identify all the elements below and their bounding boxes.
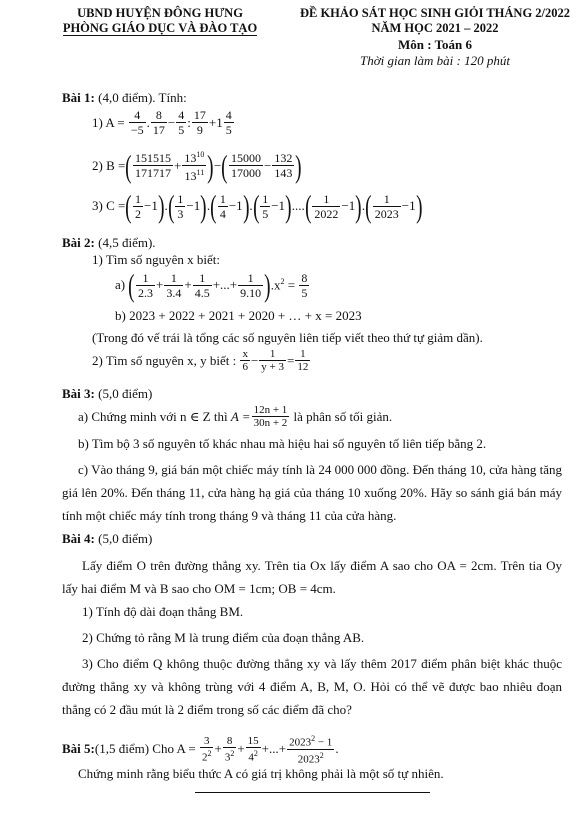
problem-1-part-2: 2) B = ( $\frac{151515}{171717}$ + $\frac{13^{10}}{13^{11}}$ ) − ( $\frac{15000}{17000}$ − $\frac{132}{143}$ ) [92,147,302,184]
problem-3-part-b: b) Tìm bộ 3 số nguyên tố khác nhau mà hiệu hai số nguyên tố liên tiếp bằng 2. [78,436,487,451]
problem-1-part-1: 1) A = $\frac{4}{-5}$ . $\frac{8}{17}$ − $\frac{4}{5}$ : $\frac{17}{9}$ +1 $\frac{4}{5}$ [92,108,232,137]
subject: Môn : Toán 6 [397,37,473,52]
problem-3-heading: Bài 3: (5,0 điểm) [62,386,153,401]
problem-4-intro: Lấy điểm O trên đường thẳng xy. Trên tia Ox lấy điểm A sao cho OA = 2cm. Trên tia Oy lấy hai điểm M và B sao cho OM = 1cm; OB = 4cm. [62,558,562,596]
duration: Thời gian làm bài : 120 phút [360,53,510,68]
problem-2-part-a: a) ( $\frac{1}{2.3}$ + $\frac{1}{3.4}$ + $\frac{1}{4.5}$ +...+ $\frac{1}{9.10}$ ) $.x^2$ = $\frac{8}{5}$ [115,267,308,303]
problem-3-part-c: c) Vào tháng 9, giá bán một chiếc máy tính là 24 000 000 đồng. Đến tháng 10, cửa hàng tăng giá lên 20%. Đến tháng 11, cửa hàng hạ giá của tháng 10 xuống 20%. Hãy so sánh giá bán máy tính một chiếc máy tính trong tháng 9 và tháng 11 của cửa hàng. [62,462,562,523]
department-name: PHÒNG GIÁO DỤC VÀ ĐÀO TẠO [62,21,258,35]
problem-2-question-1: 1) Tìm số nguyên x biết: [92,252,220,267]
problem-3-part-a: a) Chứng minh với n ∈ Z thì A = $\frac{12n + 1}{30n + 2}$ là phân số tối giản. [78,404,393,429]
problem-2-heading: Bài 2: (4,5 điểm). [62,235,156,250]
problem-1-part-3: 3) C = ( $\frac{1}{2}$ −1 ) . ( $\frac{1}{3}$ −1 ) . ( $\frac{1}{4}$ −1 ) . ( $\frac{1}{5}$ −1 ) .... ( $\frac{1}{2022}$ −1 ) . ( $\frac{1}{2023}$ −1 ) [92,188,423,224]
problem-4-question-2: 2) Chứng tỏ rằng M là trung điểm của đoạn thẳng AB. [82,630,365,645]
problem-2-question-2: 2) Tìm số nguyên x, y biết : $\frac{x}{6}$ − $\frac{1}{y + 3}$ = $\frac{1}{12}$ [92,348,309,373]
problem-5-text: Chứng minh rằng biểu thức A có giá trị không phải là một số tự nhiên. [78,766,444,781]
problem-1-heading: Bài 1: (4,0 điểm). Tính: [62,90,187,105]
exam-title: ĐỀ KHẢO SÁT HỌC SINH GIỎI THÁNG 2/2022 [299,6,571,20]
org-name: UBND HUYỆN ĐÔNG HƯNG [77,6,243,20]
problem-4-heading: Bài 4: (5,0 điểm) [62,531,153,546]
school-year: NĂM HỌC 2021 – 2022 [371,21,499,35]
problem-2-note: (Trong đó vế trái là tổng các số nguyên liên tiếp viết theo thứ tự giảm dần). [92,330,483,345]
end-divider [195,792,430,793]
problem-4-question-1: 1) Tính độ dài đoạn thẳng BM. [82,604,244,619]
problem-5-statement: Bài 5: (1,5 điểm) Cho A = $\frac{3}{2^2}$ + $\frac{8}{3^2}$ + $\frac{15}{4^2}$ +...+ $\frac{2023^2 - 1}{2023^2}$ . [62,734,339,766]
problem-4-question-3: 3) Cho điểm Q không thuộc đường thẳng xy và lấy thêm 2017 điểm phân biệt khác thuộc đường thẳng xy và không trùng với 4 điểm A, B, M, O. Hỏi có thể vẽ được bao nhiêu đoạn thẳng có 2 đầu mút là 2 điểm trong số các điểm đã cho? [62,656,562,717]
problem-2-part-b: b) 2023 + 2022 + 2021 + 2020 + … + x = 2023 [115,308,362,323]
